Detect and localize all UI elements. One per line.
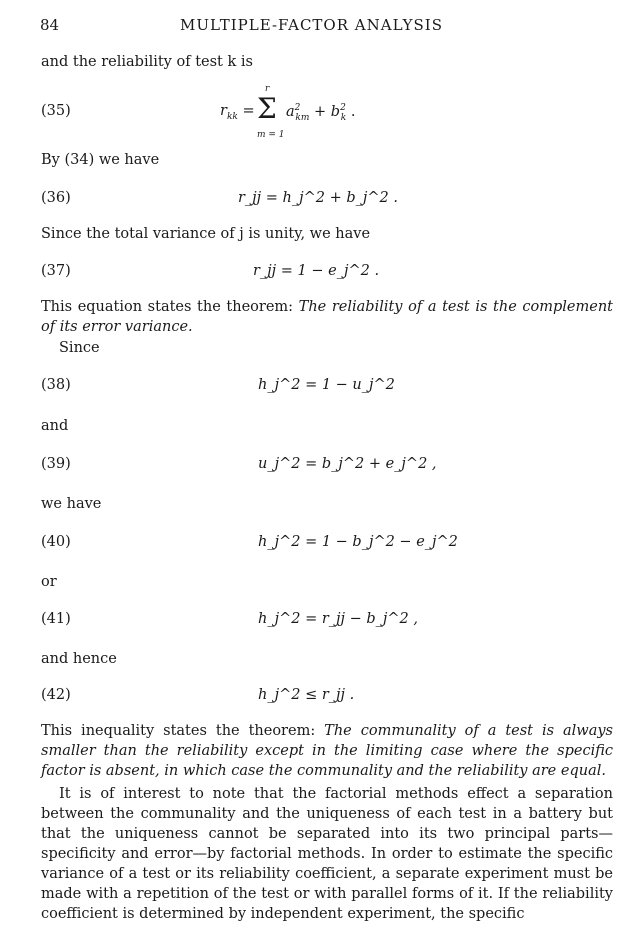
text-line-since-total: Since the total variance of j is unity, we have	[41, 226, 371, 242]
text-line-we-have: we have	[41, 496, 102, 512]
text-line-by34: By (34) we have	[41, 152, 160, 168]
running-title: MULTIPLE-FACTOR ANALYSIS	[180, 16, 443, 34]
equation-35-lhs: $r_{kk}$ =	[220, 103, 255, 122]
equation-38: h_j^2 = 1 − u_j^2	[258, 377, 395, 393]
text-line-or: or	[41, 574, 57, 590]
theorem-reliability-paragraph: This equation states the theorem: The reliability of a test is the complement of its error variance.	[41, 299, 613, 335]
theorem-communality-paragraph: This inequality states the theorem: The communality of a test is always smaller than the reliability except in the limiting case where the specific factor is absent, in which case the communality and the reliability are equal.	[41, 723, 613, 779]
equation-number-41: (41)	[41, 611, 71, 627]
text-line-since: Since	[59, 340, 100, 356]
equation-number-36: (36)	[41, 190, 71, 206]
text-line-and: and	[41, 418, 69, 434]
equation-37: r_jj = 1 − e_j^2 .	[253, 263, 380, 279]
text-line-and-hence: and hence	[41, 651, 117, 667]
summation-lower-limit: m = 1	[257, 130, 285, 140]
body-paragraph-separation: It is of interest to note that the factorial methods effect a separation between the communality and the uniqueness of each test in a battery but that the uniqueness cannot be separated into its two principal parts—specificity and error—by factorial methods. In order to estimate the specific variance of a test or its reliability coefficient, a separate experiment must be made with a repetition of the test or with parallel forms of it. If the reliability coefficient is determined by independent experiment, the specific	[41, 786, 613, 922]
equation-number-35: (35)	[41, 103, 71, 119]
equation-number-39: (39)	[41, 456, 71, 472]
equation-35-rhs: $a^2_{km} + b^2_k$ .	[286, 103, 356, 123]
summation-symbol: Σ	[257, 92, 277, 125]
equation-41: h_j^2 = r_jj − b_j^2 ,	[258, 611, 418, 627]
page-number: 84	[40, 16, 60, 34]
equation-40: h_j^2 = 1 − b_j^2 − e_j^2	[258, 534, 458, 550]
equation-36: r_jj = h_j^2 + b_j^2 .	[238, 190, 398, 206]
equation-number-38: (38)	[41, 377, 71, 393]
summation-upper-limit: r	[265, 84, 270, 94]
page-header	[40, 16, 600, 38]
text-line-reliability-intro: and the reliability of test k is	[41, 54, 253, 70]
equation-42: h_j^2 ≤ r_jj .	[258, 687, 355, 703]
equation-number-37: (37)	[41, 263, 71, 279]
equation-number-42: (42)	[41, 687, 71, 703]
equation-39: u_j^2 = b_j^2 + e_j^2 ,	[258, 456, 437, 472]
equation-number-40: (40)	[41, 534, 71, 550]
